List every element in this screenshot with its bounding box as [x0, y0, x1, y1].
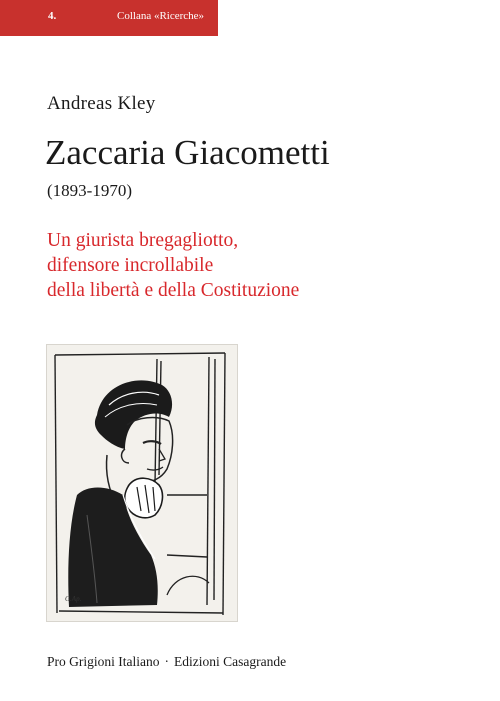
publisher-right: Edizioni Casagrande: [173, 654, 287, 669]
portrait-illustration: [46, 344, 238, 622]
author-name: Andreas Kley: [47, 93, 156, 114]
portrait-drawing: [47, 345, 237, 621]
publisher-separator: ·: [164, 654, 169, 669]
publisher-left: Pro Grigioni Italiano: [47, 654, 160, 669]
artist-signature: G.Ap.: [65, 595, 82, 603]
subtitle-line: Un giurista bregagliotto,: [47, 230, 239, 251]
series-name: Collana «Ricerche»: [117, 10, 205, 22]
series-banner: [0, 0, 218, 36]
book-title: Zaccaria Giacometti: [45, 133, 330, 172]
subtitle-line: difensore incrollabile: [47, 255, 214, 276]
hands-shape: [125, 478, 163, 518]
subtitle-line: della libertà e della Costituzione: [47, 280, 300, 301]
face-outline: [127, 418, 173, 482]
subtitle: [47, 228, 299, 303]
series-number: 4.: [48, 10, 57, 22]
publisher-line: [47, 654, 286, 670]
life-dates: (1893-1970): [47, 181, 132, 200]
